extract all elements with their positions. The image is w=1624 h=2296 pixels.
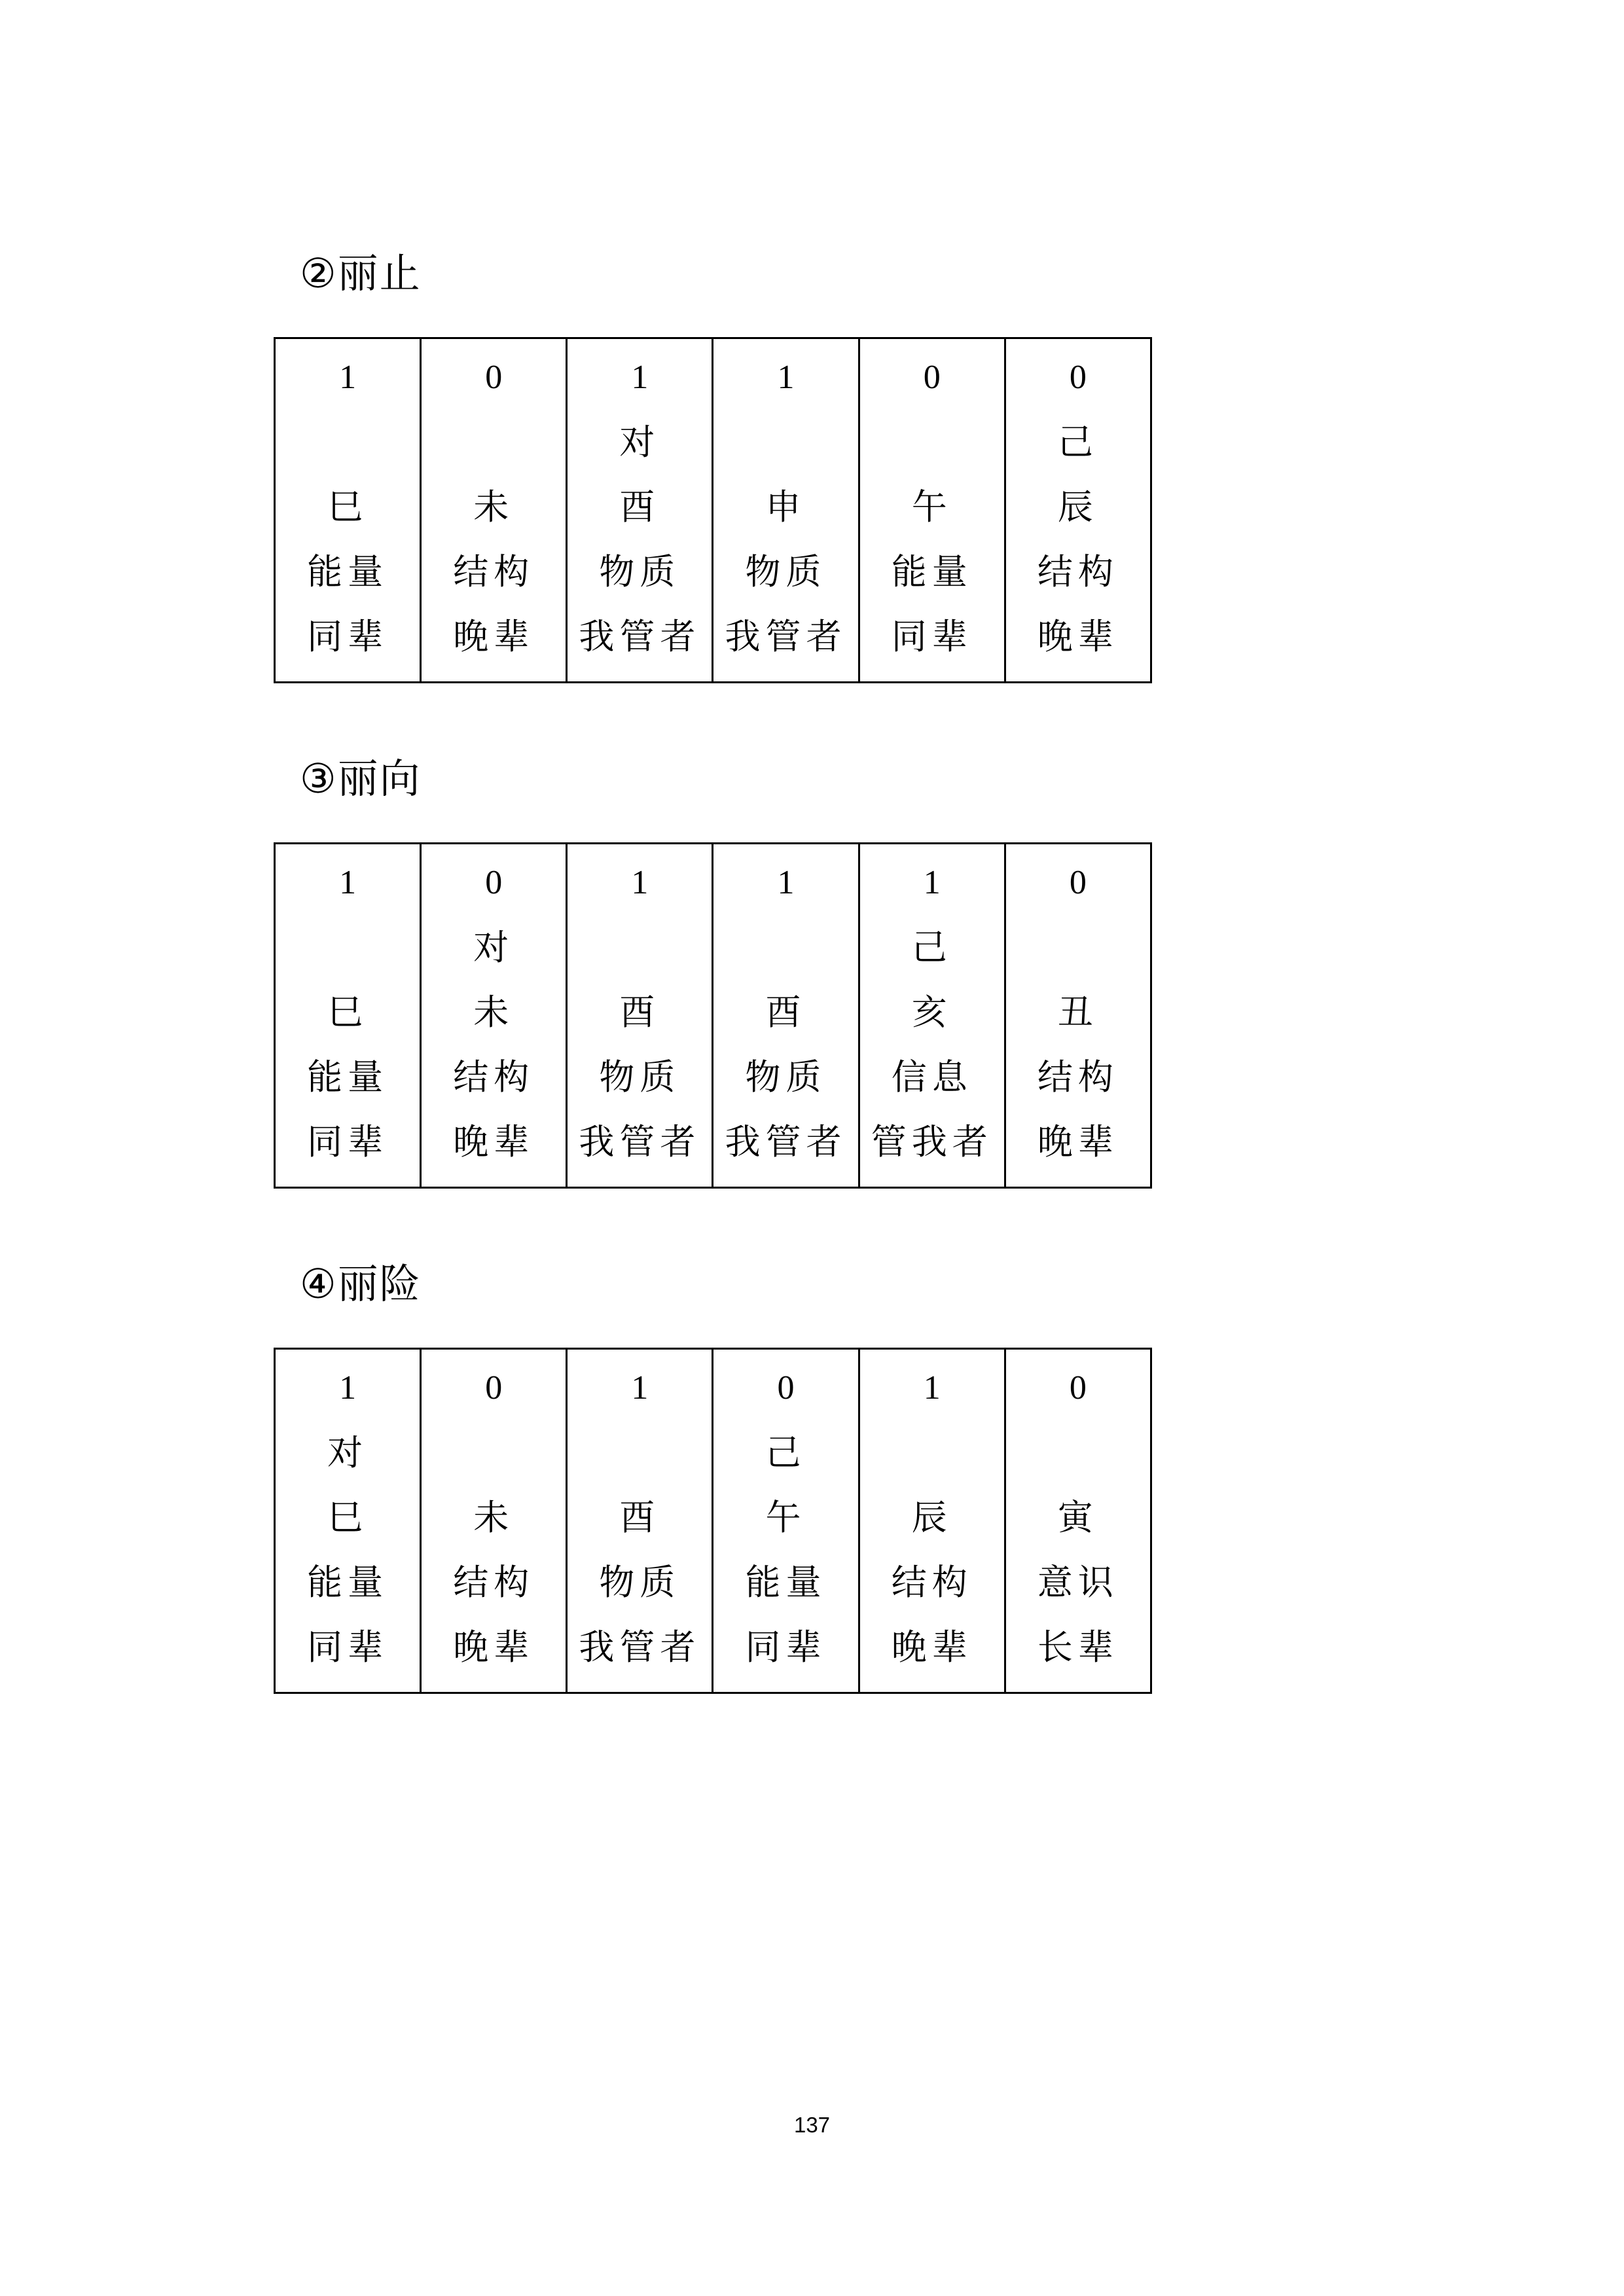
relation-text: 同辈 <box>307 1626 389 1668</box>
bit-value: 0 <box>485 864 503 901</box>
relation-text: 我管者 <box>725 1121 847 1162</box>
relation-text: 同辈 <box>891 616 973 657</box>
marker-text: 对 <box>473 927 514 968</box>
bit-value: 0 <box>485 1369 503 1407</box>
category-text: 能量 <box>307 1562 389 1603</box>
bit-value: 1 <box>339 864 357 901</box>
table-cell <box>275 844 421 1188</box>
bit-value: 1 <box>631 359 649 396</box>
table-cell <box>421 1349 567 1693</box>
table-cell <box>1005 1349 1151 1693</box>
section-title-lizhi: ②丽止 <box>300 249 422 297</box>
table-cell <box>859 844 1005 1188</box>
section-title-lixiang: ③丽向 <box>300 755 422 802</box>
relation-text: 晚辈 <box>1037 1121 1119 1162</box>
table-cell <box>1005 844 1151 1188</box>
branch-text: 未 <box>473 486 514 528</box>
marker-text: 对 <box>619 422 660 463</box>
page-number: 137 <box>793 2113 831 2137</box>
relation-text: 晚辈 <box>1037 616 1119 657</box>
branch-text: 申 <box>765 486 806 528</box>
branch-text: 午 <box>765 1497 806 1538</box>
category-text: 能量 <box>891 551 973 592</box>
bit-value: 1 <box>631 864 649 901</box>
hexagram-table-lizhi <box>274 337 1152 683</box>
table-cell <box>713 338 859 683</box>
branch-text: 巳 <box>327 992 369 1033</box>
bit-value: 1 <box>923 864 941 901</box>
relation-text: 同辈 <box>307 1121 389 1162</box>
relation-text: 晚辈 <box>453 616 535 657</box>
relation-text: 我管者 <box>579 1626 701 1668</box>
branch-text: 午 <box>911 486 952 528</box>
category-text: 物质 <box>599 1562 681 1603</box>
branch-text: 酉 <box>619 992 660 1033</box>
table-row <box>275 844 1151 1188</box>
branch-text: 辰 <box>1057 486 1098 528</box>
bit-value: 1 <box>777 359 795 396</box>
relation-text: 晚辈 <box>891 1626 973 1668</box>
table-cell <box>1005 338 1151 683</box>
category-text: 能量 <box>745 1562 827 1603</box>
branch-text: 酉 <box>619 1497 660 1538</box>
branch-text: 丑 <box>1057 992 1098 1033</box>
marker-text: 己 <box>1057 422 1098 463</box>
hexagram-table-lixiang <box>274 842 1152 1189</box>
bit-value: 1 <box>777 864 795 901</box>
table-cell <box>275 338 421 683</box>
bit-value: 1 <box>339 359 357 396</box>
category-text: 结构 <box>453 1056 535 1098</box>
branch-text: 辰 <box>911 1497 952 1538</box>
bit-value: 0 <box>485 359 503 396</box>
table-cell <box>859 1349 1005 1693</box>
bit-value: 0 <box>1069 1369 1087 1407</box>
bit-value: 1 <box>339 1369 357 1407</box>
branch-text: 酉 <box>619 486 660 528</box>
relation-text: 晚辈 <box>453 1626 535 1668</box>
hexagram-table-lixian <box>274 1348 1152 1694</box>
bit-value: 0 <box>923 359 941 396</box>
table-cell <box>713 1349 859 1693</box>
marker-text: 对 <box>327 1432 369 1473</box>
branch-text: 巳 <box>327 486 369 528</box>
relation-text: 晚辈 <box>453 1121 535 1162</box>
category-text: 结构 <box>891 1562 973 1603</box>
category-text: 结构 <box>1037 551 1119 592</box>
category-text: 物质 <box>745 1056 827 1098</box>
table-cell <box>421 338 567 683</box>
bit-value: 0 <box>1069 359 1087 396</box>
branch-text: 巳 <box>327 1497 369 1538</box>
bit-value: 1 <box>631 1369 649 1407</box>
relation-text: 长辈 <box>1037 1626 1119 1668</box>
table-cell <box>567 844 713 1188</box>
relation-text: 管我者 <box>871 1121 993 1162</box>
category-text: 结构 <box>453 1562 535 1603</box>
branch-text: 酉 <box>765 992 806 1033</box>
branch-text: 未 <box>473 992 514 1033</box>
table-cell <box>275 1349 421 1693</box>
marker-text: 己 <box>765 1432 806 1473</box>
branch-text: 寅 <box>1057 1497 1098 1538</box>
bit-value: 1 <box>923 1369 941 1407</box>
branch-text: 未 <box>473 1497 514 1538</box>
table-cell <box>567 338 713 683</box>
category-text: 结构 <box>453 551 535 592</box>
category-text: 物质 <box>745 551 827 592</box>
table-row <box>275 1349 1151 1693</box>
table-cell <box>859 338 1005 683</box>
section-title-lixian: ④丽险 <box>300 1260 422 1308</box>
relation-text: 我管者 <box>725 616 847 657</box>
category-text: 物质 <box>599 1056 681 1098</box>
table-row <box>275 338 1151 683</box>
table-cell <box>421 844 567 1188</box>
marker-text: 己 <box>911 927 952 968</box>
table-cell <box>567 1349 713 1693</box>
category-text: 意识 <box>1037 1562 1119 1603</box>
bit-value: 0 <box>1069 864 1087 901</box>
table-cell <box>713 844 859 1188</box>
branch-text: 亥 <box>911 992 952 1033</box>
relation-text: 我管者 <box>579 616 701 657</box>
relation-text: 我管者 <box>579 1121 701 1162</box>
category-text: 信息 <box>891 1056 973 1098</box>
category-text: 结构 <box>1037 1056 1119 1098</box>
relation-text: 同辈 <box>307 616 389 657</box>
category-text: 能量 <box>307 1056 389 1098</box>
bit-value: 0 <box>777 1369 795 1407</box>
category-text: 能量 <box>307 551 389 592</box>
category-text: 物质 <box>599 551 681 592</box>
relation-text: 同辈 <box>745 1626 827 1668</box>
